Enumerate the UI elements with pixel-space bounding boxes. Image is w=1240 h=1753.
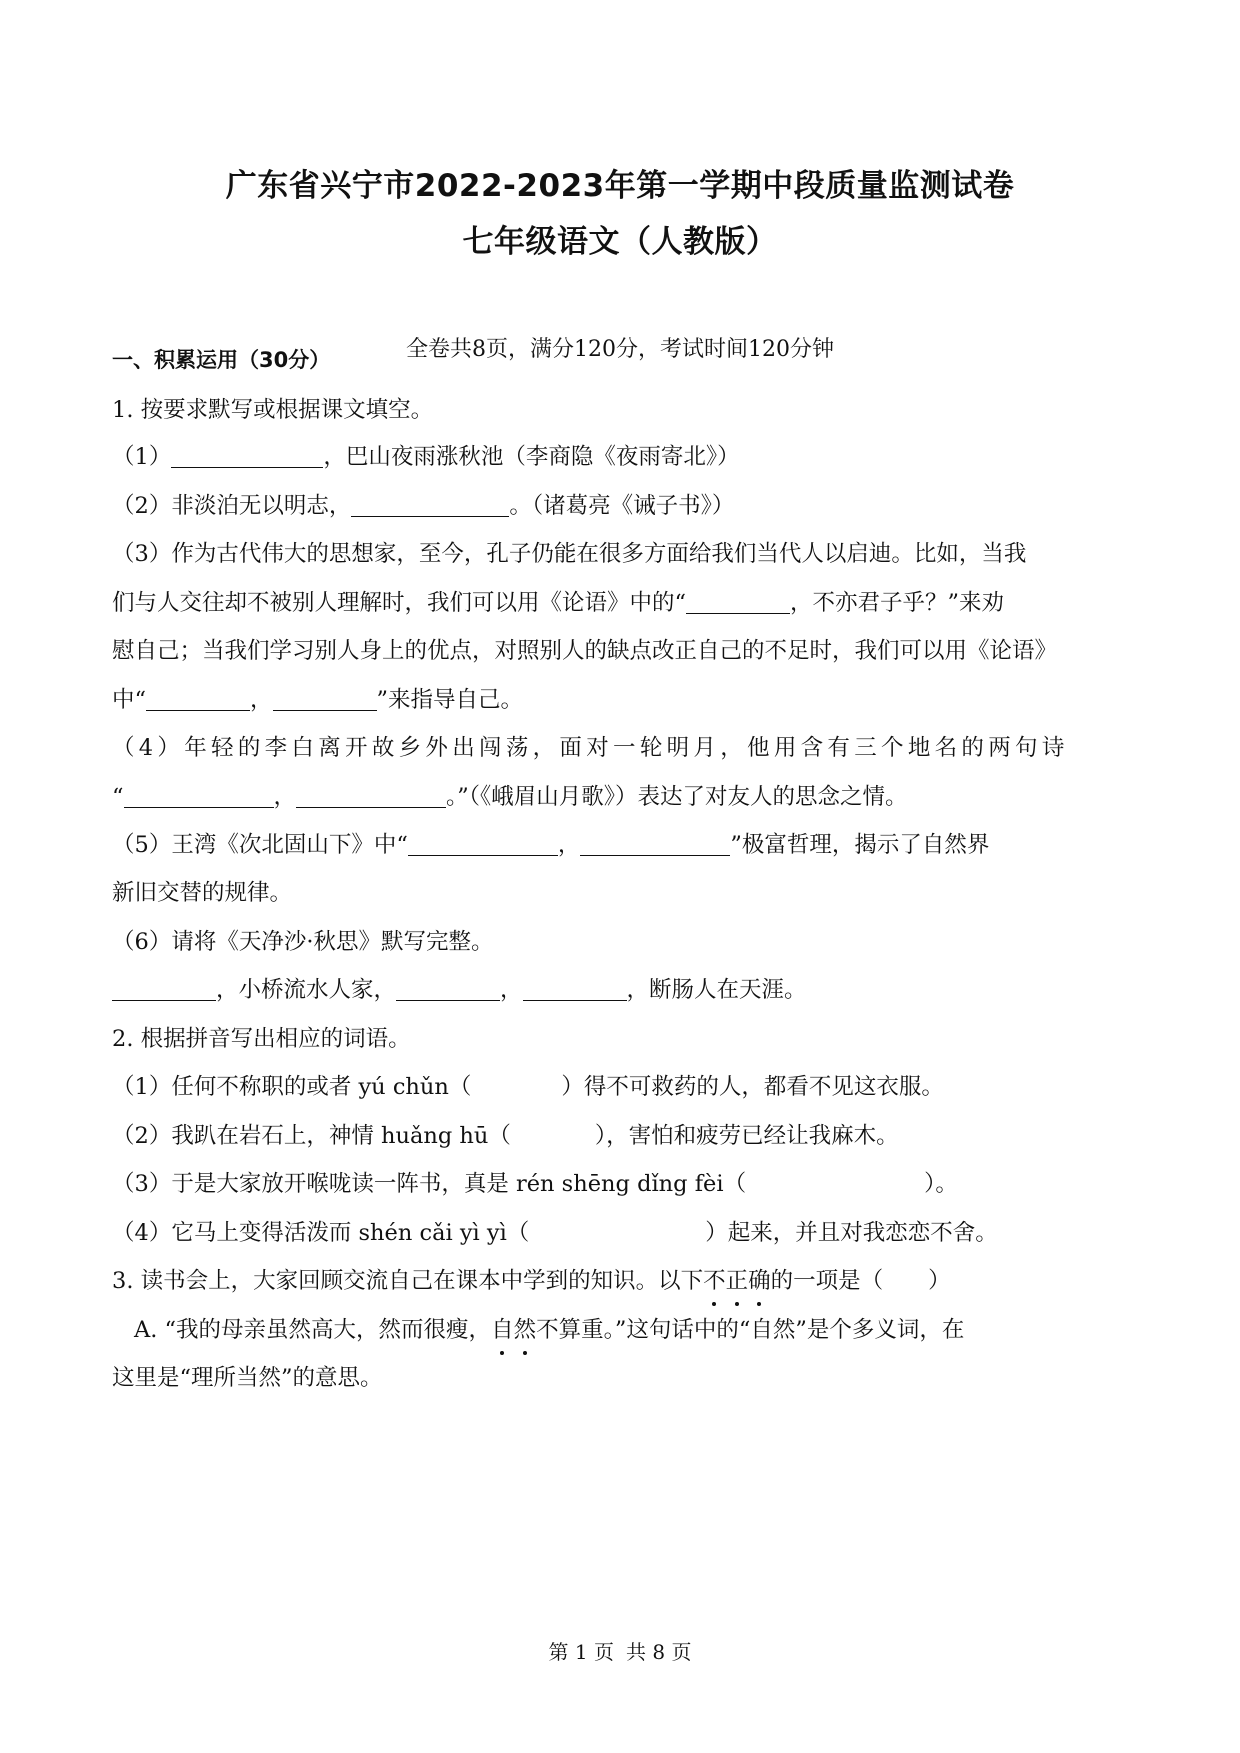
answer-blank[interactable]	[171, 443, 323, 468]
answer-blank[interactable]	[408, 831, 558, 856]
page-total: 共 8 页	[626, 1640, 692, 1664]
q1-item-3-line-2: 们与人交往却不被别人理解时，我们可以用《论语》中的“ ，不亦君子乎？”来劝	[112, 590, 1005, 616]
page-number: 第 1 页	[548, 1640, 614, 1664]
q1-item-2: （2）非淡泊无以明志， 。（诸葛亮《诫子书》）	[112, 493, 735, 519]
q3-option-a-line-2: 这里是“理所当然”的意思。	[112, 1365, 383, 1391]
answer-blank[interactable]	[124, 783, 274, 808]
q1-item-6-line-1: （6）请将《天净沙·秋思》默写完整。	[112, 929, 494, 955]
page-subtitle: 七年级语文（人教版）	[462, 224, 778, 260]
q1-item-3-line-3: 慰自己；当我们学习别人身上的优点，对照别人的缺点改正自己的不足时，我们可以用《论语》	[112, 638, 1058, 664]
q1-stem: 1. 按要求默写或根据课文填空。	[112, 397, 434, 423]
q2-item-1: （1）任何不称职的或者 yú chǔn（ ）得不可救药的人，都看不见这衣服。	[112, 1074, 944, 1100]
page-title: 广东省兴宁市2022-2023年第一学期中段质量监测试卷	[225, 168, 1015, 204]
page-footer	[0, 1636, 1240, 1665]
answer-blank[interactable]	[686, 589, 790, 614]
q3-stem: 3. 读书会上，大家回顾交流自己在课本中学到的知识。以下不正确的一项是（ ）	[112, 1265, 1128, 1297]
exam-info: 全卷共8页，满分120分，考试时间120分钟	[406, 337, 834, 362]
q1-item-4-line-2: “ ， 。”（《峨眉山月歌》）表达了对友人的思念之情。	[112, 784, 908, 810]
answer-blank[interactable]	[112, 976, 216, 1001]
q1-item-5-line-2: 新旧交替的规律。	[112, 880, 293, 906]
answer-blank[interactable]	[296, 783, 446, 808]
q1-item-5-line-1: （5）王湾《次北固山下》中“ ， ”极富哲理，揭示了自然界	[112, 832, 990, 858]
q2-item-3: （3）于是大家放开喉咙读一阵书，真是 rén shēng dǐng fèi（ ）。	[112, 1171, 958, 1197]
answer-blank[interactable]	[273, 686, 377, 711]
q2-stem: 2. 根据拼音写出相应的词语。	[112, 1026, 411, 1052]
answer-blank[interactable]	[523, 976, 627, 1001]
q1-item-3-line-1: （3）作为古代伟大的思想家，至今，孔子仍能在很多方面给我们当代人以启迪。比如，当我	[112, 541, 1027, 567]
section-heading: 一、积累运用（30分）	[112, 348, 331, 372]
q2-item-2: （2）我趴在岩石上，神情 huǎng hū（ ），害怕和疲劳已经让我麻木。	[112, 1123, 899, 1149]
answer-blank[interactable]	[351, 492, 509, 517]
q3-option-a-line-1: A. “我的母亲虽然高大，然而很瘦，自然不算重。”这句话中的“自然”是个多义词，在	[134, 1314, 1128, 1346]
q1-item-6-line-2: ，小桥流水人家， ， ，断肠人在天涯。	[112, 974, 1128, 1006]
answer-blank[interactable]	[580, 831, 730, 856]
answer-blank[interactable]	[396, 976, 500, 1001]
q2-item-4: （4）它马上变得活泼而 shén cǎi yì yì（ ）起来，并且对我恋恋不舍。	[112, 1220, 998, 1246]
answer-blank[interactable]	[146, 686, 250, 711]
q1-item-4-line-1: （4）年轻的李白离开故乡外出闯荡，面对一轮明月，他用含有三个地名的两句诗	[112, 735, 1069, 761]
q1-item-3-line-4: 中“ ， ”来指导自己。	[112, 687, 524, 713]
q1-item-1: （1） ，巴山夜雨涨秋池（李商隐《夜雨寄北》）	[112, 444, 740, 470]
